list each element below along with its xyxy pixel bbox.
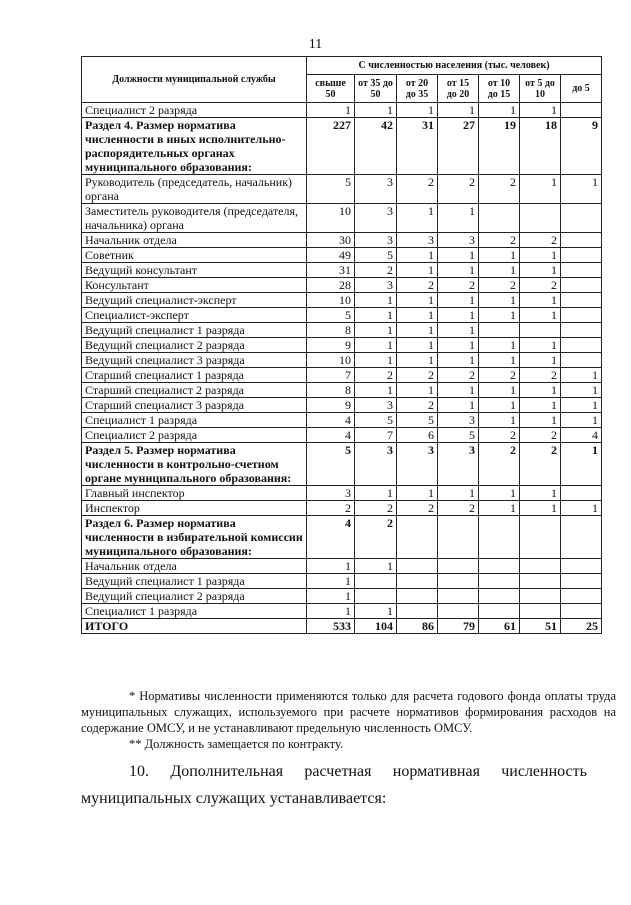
value-cell: 27 bbox=[438, 118, 479, 175]
paragraph-continuation: муниципальных служащих устанавливается: bbox=[81, 790, 387, 807]
position-cell: Ведущий специалист 2 разряда bbox=[82, 338, 307, 353]
value-cell: 2 bbox=[520, 443, 561, 486]
table-row bbox=[82, 278, 602, 293]
value-cell: 1 bbox=[438, 204, 479, 233]
value-cell: 9 bbox=[561, 118, 602, 175]
value-cell: 3 bbox=[355, 175, 397, 204]
value-cell: 5 bbox=[307, 443, 355, 486]
table-row bbox=[82, 175, 602, 204]
position-cell: Руководитель (председатель, начальник) органа bbox=[82, 175, 307, 204]
value-cell: 1 bbox=[479, 413, 520, 428]
table-row bbox=[82, 103, 602, 118]
value-cell: 1 bbox=[561, 175, 602, 204]
paragraph-word: численность bbox=[501, 763, 587, 780]
value-cell: 1 bbox=[355, 323, 397, 338]
value-cell bbox=[520, 559, 561, 574]
value-cell: 1 bbox=[479, 501, 520, 516]
position-cell: Советник bbox=[82, 248, 307, 263]
value-cell: 1 bbox=[438, 323, 479, 338]
value-cell: 42 bbox=[355, 118, 397, 175]
section-title-cell: Раздел 5. Размер норматива численности в контрольно-счетном органе муниципального образования: bbox=[82, 443, 307, 486]
value-cell: 2 bbox=[438, 175, 479, 204]
value-cell: 5 bbox=[397, 413, 438, 428]
total-value-cell: 61 bbox=[479, 619, 520, 634]
value-cell: 1 bbox=[438, 103, 479, 118]
value-cell: 1 bbox=[561, 398, 602, 413]
value-cell: 7 bbox=[307, 368, 355, 383]
value-cell: 1 bbox=[307, 103, 355, 118]
value-cell: 1 bbox=[520, 263, 561, 278]
value-cell: 1 bbox=[479, 308, 520, 323]
value-cell bbox=[561, 233, 602, 248]
value-cell: 1 bbox=[520, 486, 561, 501]
column-header: свыше 50 bbox=[307, 75, 355, 103]
value-cell bbox=[438, 559, 479, 574]
value-cell bbox=[479, 604, 520, 619]
table-row bbox=[82, 293, 602, 308]
value-cell: 3 bbox=[355, 204, 397, 233]
value-cell: 1 bbox=[520, 383, 561, 398]
value-cell: 3 bbox=[438, 413, 479, 428]
section-title-cell: Раздел 4. Размер норматива численности в иных исполнительно-распорядительных органах муниципального образования: bbox=[82, 118, 307, 175]
table-row bbox=[82, 248, 602, 263]
value-cell: 1 bbox=[438, 248, 479, 263]
value-cell bbox=[520, 604, 561, 619]
position-cell: Главный инспектор bbox=[82, 486, 307, 501]
value-cell bbox=[520, 574, 561, 589]
value-cell: 5 bbox=[438, 428, 479, 443]
value-cell: 1 bbox=[397, 293, 438, 308]
total-value-cell: 533 bbox=[307, 619, 355, 634]
value-cell: 1 bbox=[438, 398, 479, 413]
value-cell: 1 bbox=[520, 293, 561, 308]
value-cell: 1 bbox=[520, 353, 561, 368]
table-row bbox=[82, 559, 602, 574]
value-cell: 5 bbox=[307, 175, 355, 204]
column-header: от 5 до 10 bbox=[520, 75, 561, 103]
column-header: от 10 до 15 bbox=[479, 75, 520, 103]
position-cell: Консультант bbox=[82, 278, 307, 293]
value-cell: 5 bbox=[307, 308, 355, 323]
value-cell: 2 bbox=[438, 368, 479, 383]
column-header: от 35 до 50 bbox=[355, 75, 397, 103]
value-cell: 1 bbox=[438, 263, 479, 278]
value-cell: 9 bbox=[307, 398, 355, 413]
value-cell: 1 bbox=[355, 353, 397, 368]
value-cell bbox=[438, 589, 479, 604]
value-cell: 2 bbox=[397, 368, 438, 383]
value-cell: 2 bbox=[438, 501, 479, 516]
position-cell: Инспектор bbox=[82, 501, 307, 516]
paragraph-word: 10. bbox=[129, 763, 149, 780]
value-cell: 9 bbox=[307, 338, 355, 353]
value-cell: 1 bbox=[479, 293, 520, 308]
paragraph-10 bbox=[81, 758, 587, 812]
section-title-cell: Раздел 6. Размер норматива численности в избирательной комиссии муниципального образования: bbox=[82, 516, 307, 559]
table-row bbox=[82, 233, 602, 248]
value-cell: 1 bbox=[355, 604, 397, 619]
value-cell bbox=[561, 516, 602, 559]
value-cell: 1 bbox=[479, 248, 520, 263]
value-cell: 3 bbox=[438, 443, 479, 486]
value-cell: 1 bbox=[561, 501, 602, 516]
value-cell: 1 bbox=[355, 308, 397, 323]
value-cell: 1 bbox=[355, 383, 397, 398]
value-cell: 227 bbox=[307, 118, 355, 175]
value-cell: 2 bbox=[355, 516, 397, 559]
total-value-cell: 104 bbox=[355, 619, 397, 634]
paragraph-first-line bbox=[81, 758, 587, 785]
value-cell: 3 bbox=[397, 443, 438, 486]
population-column-header: С численностью населения (тыс. человек) bbox=[307, 57, 602, 75]
value-cell bbox=[479, 559, 520, 574]
value-cell bbox=[561, 248, 602, 263]
value-cell: 1 bbox=[520, 248, 561, 263]
value-cell: 1 bbox=[438, 486, 479, 501]
value-cell: 49 bbox=[307, 248, 355, 263]
value-cell: 1 bbox=[438, 353, 479, 368]
value-cell: 1 bbox=[520, 103, 561, 118]
value-cell: 1 bbox=[397, 248, 438, 263]
table-body bbox=[82, 103, 602, 634]
value-cell bbox=[520, 589, 561, 604]
paragraph-word: нормативная bbox=[392, 763, 480, 780]
value-cell bbox=[397, 589, 438, 604]
value-cell: 1 bbox=[397, 204, 438, 233]
value-cell bbox=[438, 574, 479, 589]
table-row bbox=[82, 501, 602, 516]
total-row bbox=[82, 619, 602, 634]
value-cell: 1 bbox=[520, 338, 561, 353]
value-cell bbox=[479, 574, 520, 589]
value-cell: 1 bbox=[561, 443, 602, 486]
staffing-norms-table bbox=[81, 56, 602, 634]
table-row bbox=[82, 338, 602, 353]
value-cell: 1 bbox=[397, 308, 438, 323]
value-cell bbox=[561, 204, 602, 233]
value-cell: 1 bbox=[355, 486, 397, 501]
position-cell: Специалист 2 разряда bbox=[82, 103, 307, 118]
value-cell: 2 bbox=[520, 368, 561, 383]
table-row bbox=[82, 604, 602, 619]
value-cell: 1 bbox=[479, 338, 520, 353]
value-cell: 1 bbox=[355, 338, 397, 353]
table-row bbox=[82, 589, 602, 604]
section-row bbox=[82, 443, 602, 486]
value-cell: 2 bbox=[479, 278, 520, 293]
position-cell: Специалист-эксперт bbox=[82, 308, 307, 323]
value-cell: 3 bbox=[355, 233, 397, 248]
position-cell: Ведущий специалист 3 разряда bbox=[82, 353, 307, 368]
table-row bbox=[82, 428, 602, 443]
value-cell: 3 bbox=[397, 233, 438, 248]
value-cell: 3 bbox=[355, 278, 397, 293]
position-cell: Начальник отдела bbox=[82, 559, 307, 574]
value-cell bbox=[520, 323, 561, 338]
position-cell: Специалист 1 разряда bbox=[82, 413, 307, 428]
footnotes bbox=[81, 688, 616, 752]
table-row bbox=[82, 353, 602, 368]
value-cell: 1 bbox=[307, 589, 355, 604]
position-cell: Начальник отдела bbox=[82, 233, 307, 248]
value-cell: 2 bbox=[397, 175, 438, 204]
total-value-cell: 86 bbox=[397, 619, 438, 634]
table-row bbox=[82, 204, 602, 233]
total-value-cell: 51 bbox=[520, 619, 561, 634]
value-cell bbox=[561, 559, 602, 574]
value-cell bbox=[397, 604, 438, 619]
position-cell: Ведущий специалист 1 разряда bbox=[82, 574, 307, 589]
value-cell bbox=[355, 589, 397, 604]
value-cell: 8 bbox=[307, 323, 355, 338]
value-cell: 1 bbox=[307, 604, 355, 619]
value-cell bbox=[397, 559, 438, 574]
position-cell: Заместитель руководителя (председателя, начальника) органа bbox=[82, 204, 307, 233]
value-cell: 2 bbox=[520, 233, 561, 248]
value-cell: 4 bbox=[561, 428, 602, 443]
value-cell bbox=[561, 278, 602, 293]
position-cell: Ведущий консультант bbox=[82, 263, 307, 278]
value-cell: 10 bbox=[307, 293, 355, 308]
footnote-2: ** Должность замещается по контракту. bbox=[129, 737, 344, 751]
value-cell: 2 bbox=[479, 175, 520, 204]
value-cell: 2 bbox=[479, 368, 520, 383]
position-cell: Ведущий специалист-эксперт bbox=[82, 293, 307, 308]
value-cell: 1 bbox=[479, 103, 520, 118]
value-cell: 1 bbox=[520, 308, 561, 323]
total-value-cell: 25 bbox=[561, 619, 602, 634]
table-row bbox=[82, 383, 602, 398]
position-column-header: Должности муниципальной службы bbox=[82, 57, 307, 103]
table-row bbox=[82, 486, 602, 501]
value-cell: 7 bbox=[355, 428, 397, 443]
table-row bbox=[82, 574, 602, 589]
value-cell: 3 bbox=[355, 398, 397, 413]
position-cell: Старший специалист 3 разряда bbox=[82, 398, 307, 413]
value-cell: 1 bbox=[479, 353, 520, 368]
value-cell bbox=[561, 293, 602, 308]
value-cell: 8 bbox=[307, 383, 355, 398]
value-cell: 1 bbox=[520, 398, 561, 413]
position-cell: Ведущий специалист 2 разряда bbox=[82, 589, 307, 604]
value-cell: 1 bbox=[307, 574, 355, 589]
value-cell bbox=[561, 486, 602, 501]
value-cell: 2 bbox=[355, 263, 397, 278]
position-cell: Специалист 2 разряда bbox=[82, 428, 307, 443]
value-cell: 4 bbox=[307, 516, 355, 559]
value-cell: 31 bbox=[307, 263, 355, 278]
value-cell: 3 bbox=[307, 486, 355, 501]
value-cell: 6 bbox=[397, 428, 438, 443]
value-cell bbox=[479, 589, 520, 604]
value-cell bbox=[479, 323, 520, 338]
value-cell: 5 bbox=[355, 248, 397, 263]
value-cell bbox=[561, 338, 602, 353]
value-cell: 3 bbox=[355, 443, 397, 486]
value-cell: 30 bbox=[307, 233, 355, 248]
paragraph-word: Дополнительная bbox=[170, 763, 284, 780]
value-cell: 2 bbox=[479, 428, 520, 443]
value-cell: 1 bbox=[520, 413, 561, 428]
table-row bbox=[82, 263, 602, 278]
value-cell bbox=[355, 574, 397, 589]
value-cell: 1 bbox=[355, 103, 397, 118]
table-row bbox=[82, 398, 602, 413]
value-cell bbox=[561, 589, 602, 604]
value-cell: 2 bbox=[479, 443, 520, 486]
value-cell bbox=[479, 516, 520, 559]
value-cell bbox=[397, 574, 438, 589]
position-cell: Ведущий специалист 1 разряда bbox=[82, 323, 307, 338]
value-cell: 2 bbox=[355, 501, 397, 516]
value-cell bbox=[561, 308, 602, 323]
value-cell: 31 bbox=[397, 118, 438, 175]
footnote-1: * Нормативы численности применяются только для расчета годового фонда оплаты труда муниципальных служащих, используемого при расчете нормативов формирования расходов на содержание ОМСУ, и не устанавливают предельную численность ОМСУ. bbox=[81, 689, 616, 735]
value-cell: 1 bbox=[520, 175, 561, 204]
value-cell: 1 bbox=[438, 293, 479, 308]
column-header: от 20 до 35 bbox=[397, 75, 438, 103]
value-cell bbox=[520, 516, 561, 559]
column-header: до 5 bbox=[561, 75, 602, 103]
value-cell: 1 bbox=[397, 338, 438, 353]
value-cell: 1 bbox=[397, 103, 438, 118]
value-cell: 1 bbox=[479, 263, 520, 278]
value-cell bbox=[561, 263, 602, 278]
table-row bbox=[82, 323, 602, 338]
value-cell: 1 bbox=[355, 559, 397, 574]
value-cell: 19 bbox=[479, 118, 520, 175]
value-cell: 2 bbox=[520, 428, 561, 443]
value-cell: 2 bbox=[479, 233, 520, 248]
value-cell: 1 bbox=[438, 338, 479, 353]
value-cell: 1 bbox=[397, 323, 438, 338]
page-number: 11 bbox=[308, 37, 323, 52]
value-cell bbox=[438, 516, 479, 559]
value-cell bbox=[397, 516, 438, 559]
value-cell bbox=[479, 204, 520, 233]
value-cell: 1 bbox=[397, 353, 438, 368]
value-cell bbox=[561, 604, 602, 619]
value-cell: 1 bbox=[397, 383, 438, 398]
value-cell: 1 bbox=[438, 308, 479, 323]
value-cell: 5 bbox=[355, 413, 397, 428]
value-cell bbox=[561, 103, 602, 118]
value-cell: 2 bbox=[520, 278, 561, 293]
value-cell: 3 bbox=[438, 233, 479, 248]
value-cell: 2 bbox=[307, 501, 355, 516]
total-label: ИТОГО bbox=[82, 619, 307, 634]
value-cell: 1 bbox=[397, 263, 438, 278]
table-row bbox=[82, 368, 602, 383]
value-cell: 1 bbox=[561, 383, 602, 398]
value-cell: 4 bbox=[307, 428, 355, 443]
value-cell: 1 bbox=[479, 398, 520, 413]
position-cell: Специалист 1 разряда bbox=[82, 604, 307, 619]
value-cell: 1 bbox=[561, 368, 602, 383]
section-row bbox=[82, 516, 602, 559]
value-cell: 2 bbox=[397, 278, 438, 293]
section-row bbox=[82, 118, 602, 175]
value-cell: 1 bbox=[479, 383, 520, 398]
value-cell: 10 bbox=[307, 204, 355, 233]
position-cell: Старший специалист 1 разряда bbox=[82, 368, 307, 383]
value-cell: 10 bbox=[307, 353, 355, 368]
value-cell: 18 bbox=[520, 118, 561, 175]
value-cell: 2 bbox=[397, 501, 438, 516]
value-cell: 2 bbox=[438, 278, 479, 293]
paragraph-word: расчетная bbox=[304, 763, 372, 780]
value-cell: 1 bbox=[479, 486, 520, 501]
value-cell bbox=[561, 574, 602, 589]
column-header: от 15 до 20 bbox=[438, 75, 479, 103]
value-cell bbox=[561, 323, 602, 338]
value-cell: 1 bbox=[397, 486, 438, 501]
value-cell bbox=[561, 353, 602, 368]
value-cell bbox=[438, 604, 479, 619]
value-cell: 1 bbox=[355, 293, 397, 308]
table-row bbox=[82, 308, 602, 323]
value-cell: 4 bbox=[307, 413, 355, 428]
position-cell: Старший специалист 2 разряда bbox=[82, 383, 307, 398]
value-cell: 2 bbox=[397, 398, 438, 413]
value-cell: 1 bbox=[307, 559, 355, 574]
value-cell: 1 bbox=[561, 413, 602, 428]
value-cell: 1 bbox=[520, 501, 561, 516]
value-cell: 2 bbox=[355, 368, 397, 383]
table-row bbox=[82, 413, 602, 428]
value-cell: 1 bbox=[438, 383, 479, 398]
value-cell bbox=[520, 204, 561, 233]
total-value-cell: 79 bbox=[438, 619, 479, 634]
value-cell: 28 bbox=[307, 278, 355, 293]
